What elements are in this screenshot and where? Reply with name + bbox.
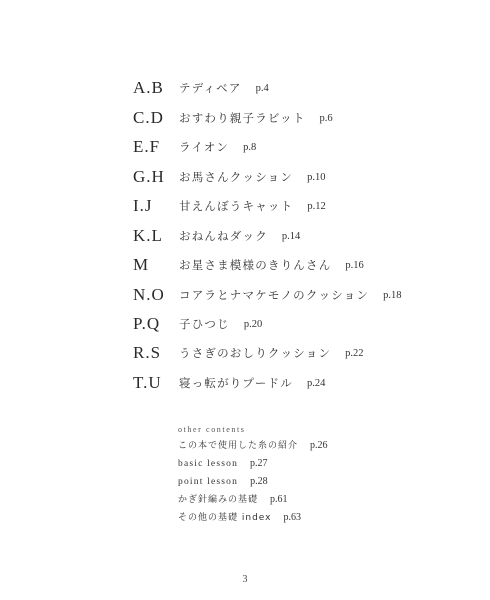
toc-entry-title: お星さま模様のきりんさん [179,258,332,272]
toc-entry-page: p.6 [319,112,333,124]
toc-entry-lamb[interactable] [133,312,262,336]
toc-entry-page: p.18 [383,289,402,301]
toc-entry-title: 寝っ転がりプードル [179,376,293,390]
toc-entry-page: p.22 [345,347,364,359]
toc-entry-code: N.O [133,285,165,304]
other-contents-page: p.61 [270,494,288,505]
other-contents-item[interactable] [178,491,328,509]
other-contents-item[interactable] [178,473,328,491]
toc-entry-cat[interactable] [133,194,326,218]
toc-entry-horse-cushion[interactable] [133,165,325,189]
toc-entry-teddy-bear[interactable] [133,76,269,100]
other-contents-item[interactable] [178,455,328,473]
toc-entry-title: コアラとナマケモノのクッション [179,288,370,302]
toc-entry-code: K.L [133,226,163,245]
toc-entry-code: T.U [133,373,162,392]
toc-entry-duck[interactable] [133,224,300,248]
other-contents-page: p.63 [283,512,301,523]
toc-entry-code: A.B [133,78,164,97]
toc-entry-page: p.20 [243,318,263,330]
toc-entry-code: C.D [133,108,164,127]
toc-entry-page: p.10 [307,171,326,183]
other-contents-heading: other contents [178,425,246,434]
other-contents-page: p.28 [250,476,268,487]
page-number: 3 [242,574,248,585]
other-contents-label: かぎ針編みの基礎 [178,495,259,505]
other-contents-page: p.26 [310,440,328,451]
toc-entry-koala-sloth[interactable] [133,283,402,307]
toc-entry-code: G.H [133,167,165,186]
other-contents-page: p.27 [250,458,268,469]
other-contents-label: この本で使用した糸の紹介 [178,441,299,451]
toc-entry-page: p.14 [281,230,301,242]
toc-entry-lion[interactable] [133,135,256,159]
toc-entry-title: テディベア [179,81,242,95]
toc-entry-giraffe[interactable] [133,253,364,277]
other-contents-section [178,423,328,527]
toc-entry-title: 甘えんぼうキャット [179,199,294,213]
other-contents-item[interactable] [178,509,328,527]
toc-entry-page: p.12 [307,200,326,212]
other-contents-label: point lesson [178,477,239,487]
toc-entry-page: p.8 [243,141,257,153]
other-contents-item[interactable] [178,437,328,455]
toc-entry-title: おねんねダック [179,229,268,243]
toc-entry-page: p.24 [306,377,326,389]
toc-entry-page: p.4 [255,82,269,94]
toc-entry-code: P.Q [133,314,161,333]
toc-entry-poodle[interactable] [133,371,325,395]
toc-entry-title: おすわり親子ラビット [179,111,306,125]
toc-entry-rabbit-cushion[interactable] [133,341,364,365]
toc-entry-code: R.S [133,343,162,362]
other-contents-label: その他の基礎 index [178,513,272,523]
other-contents-label: basic lesson [178,459,239,469]
toc-entry-code: I.J [133,196,153,215]
toc-entry-code: M [133,255,150,274]
toc-entry-page: p.16 [345,259,364,271]
toc-entry-code: E.F [133,137,161,156]
toc-entry-title: ライオン [179,140,230,154]
toc-entry-rabbit[interactable] [133,106,333,130]
toc-entry-title: お馬さんクッション [179,170,294,184]
toc-entry-title: うさぎのおしりクッション [179,346,332,360]
toc-entry-title: 子ひつじ [179,317,230,331]
